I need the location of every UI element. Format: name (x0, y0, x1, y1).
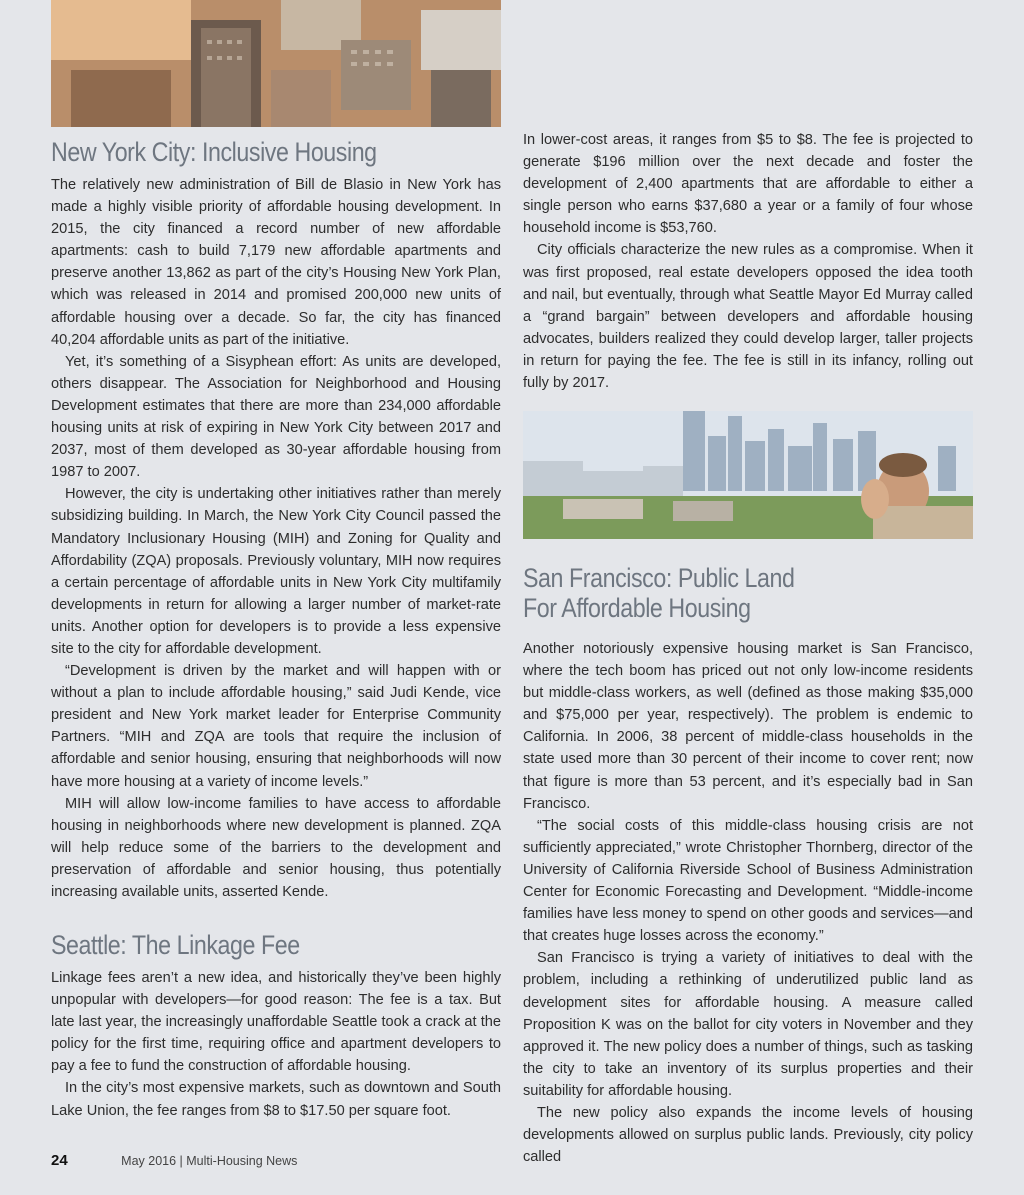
aerial-city-illustration (51, 0, 501, 127)
sf-heading-line-2: For Affordable Housing (523, 593, 751, 623)
nyc-paragraph-4: “Development is driven by the market and will happen with or without a plan to include affordable housing,” said Judi Kende, vice president and New York market leader for Enterprise Community Partners. “MIH and ZQA are tools that require the inclusion of affordable and senior housing, ensuring that neighborhoods will now have more housing at a variety of income levels.” (51, 663, 501, 790)
seattle-paragraph-4: City officials characterize the new rules as a compromise. When it was first proposed, real estate developers opposed the idea tooth and nail, but eventually, through what Seattle Mayor Ed Murray called a “grand bargain” between developers and affordable housing advocates, builders realized they could develop larger, taller projects in return for paying the fee. The fee is still in its infancy, rolling out fully by 2017. (523, 242, 973, 392)
seattle-paragraph-1: Linkage fees aren’t a new idea, and historically they’ve been highly unpopular with developers—for good reason: The fee is a tax. But late last year, the increasingly unaffordable Seattle took a crack at the policy for the first time, requiring office and apartment developers to pay a fee to fund the construction of affordable housing. (51, 970, 501, 1075)
seattle-paragraph-2: In the city’s most expensive markets, such as downtown and South Lake Union, the fee ranges from $8 to $17.50 per square foot. (51, 1080, 501, 1119)
sf-paragraph-2: “The social costs of this middle-class housing crisis are not sufficiently appreciated,” wrote Christopher Thornberg, director of the University of California Riverside School of Business Administration Center for Economic Forecasting and Development. “Middle-income families have less money to spend on other goods and services—and that creates huge losses across the economy.” (523, 817, 973, 945)
sf-heading-line-1: San Francisco: Public Land (523, 563, 795, 593)
sf-paragraph-4: The new policy also expands the income levels of housing developments allowed on surplus public lands. Previously, city policy called (523, 1104, 973, 1166)
skyline-couple-illustration (523, 411, 973, 539)
issue-info: May 2016 | Multi-Housing News (121, 1154, 298, 1168)
nyc-paragraph-2: Yet, it’s something of a Sisyphean effort: As units are developed, others disappear. The Association for Neighborhood and Housing Development estimates that there are more than 234,000 affordable housing units at risk of expiring in New York City between 2017 and 2037, most of them developed as 30-year affordable housing from 1987 to 2007. (51, 353, 501, 481)
nyc-paragraph-1: The relatively new administration of Bill de Blasio in New York has made a highly visible priority of affordable housing development. In 2015, the city financed a record number of new affordable apartments: cash to build 7,179 new affordable apartments and preserve another 13,862 as part of the city’s Housing New York Plan, which was released in 2014 and promised 200,000 new units of affordable housing over a decade. So far, the city has financed 40,204 affordable units as part of the initiative. (51, 177, 501, 348)
seattle-paragraph-3: In lower-cost areas, it ranges from $5 to $8. The fee is projected to generate $196 million over the next decade and foster the development of 2,400 apartments that are affordable to either a single person who earns $37,680 a year or a family of four whose household income is $53,760. (523, 132, 973, 237)
page-footer (51, 1152, 297, 1169)
nyc-paragraph-5: MIH will allow low-income families to have access to affordable housing in neighborhoods where new development is planned. ZQA will help reduce some of the barriers to the development and preservation of affordable and senior housing, thus potentially increasing available units, asserted Kende. (51, 795, 501, 900)
sf-paragraph-1: Another notoriously expensive housing market is San Francisco, where the tech boom has priced out not only low-income residents but middle-class workers, as well (defined as those making $35,000 and $75,000 per year, respectively). The problem is endemic to California. In 2006, 38 percent of middle-class households in the state used more than 30 percent of their income to cover rent; now that figure is more than 53 percent, and it’s especially bad in San Francisco. (523, 641, 973, 812)
nyc-heading: New York City: Inclusive Housing (51, 137, 377, 167)
seattle-heading: Seattle: The Linkage Fee (51, 930, 300, 960)
page-number: 24 (51, 1152, 68, 1169)
seattle-skyline-photo (523, 411, 973, 539)
nyc-paragraph-3: However, the city is undertaking other initiatives rather than merely subsidizing building. In March, the New York City Council passed the Mandatory Inclusionary Housing (MIH) and Zoning for Quality and Affordability (ZQA) proposals. Previously voluntary, MIH now requires a certain percentage of affordable units in New York City multifamily developments in return for allowing a larger number of market-rate units. Another option for developers is to provide a less expensive site to the city for affordable development. (51, 486, 501, 657)
sf-paragraph-3: San Francisco is trying a variety of initiatives to deal with the problem, including a rethinking of underutilized public land as development sites for affordable housing. A measure called Proposition K was on the ballot for city voters in November and they approved it. The new policy does a number of things, such as tasking the city to take an inventory of its surplus properties and their suitability for affordable housing. (523, 950, 973, 1099)
aerial-city-photo (51, 0, 501, 127)
